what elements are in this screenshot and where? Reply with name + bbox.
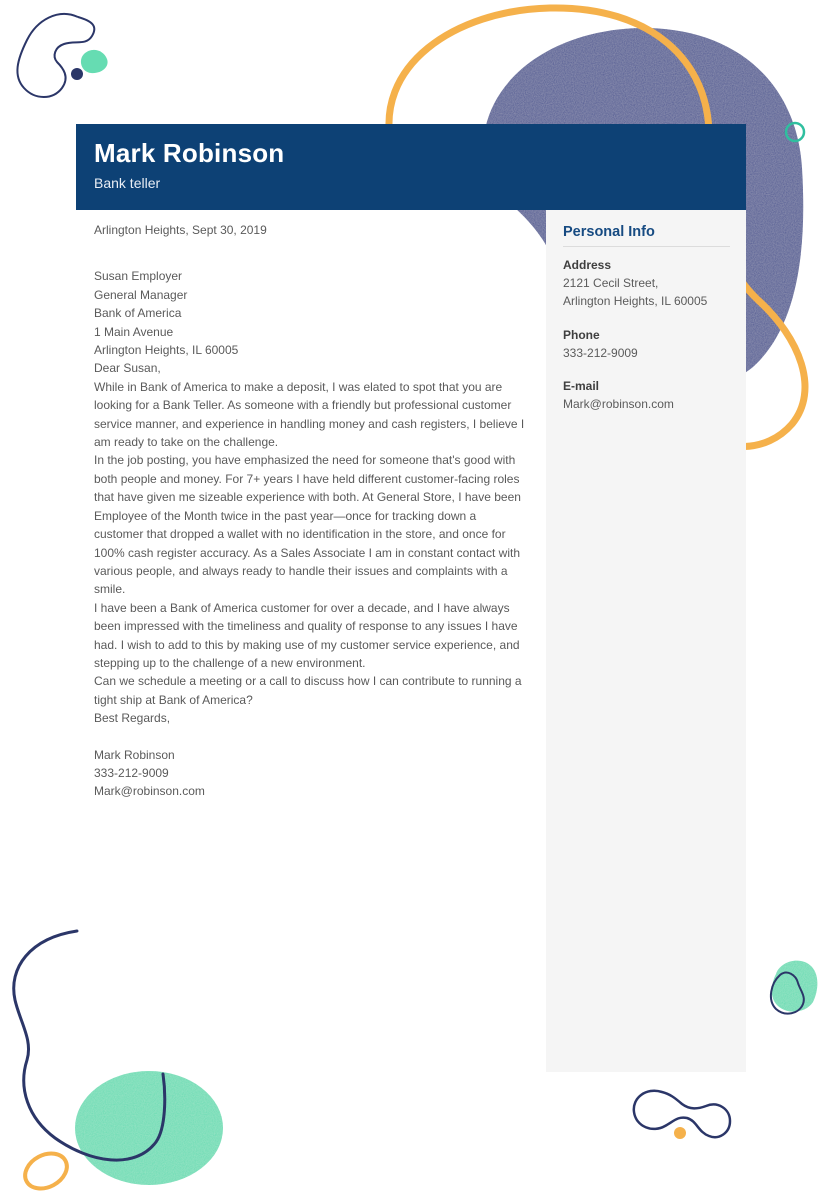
recipient-street: 1 Main Avenue — [94, 324, 174, 339]
signature-email: Mark@robinson.com — [94, 784, 205, 799]
address-line-2: Arlington Heights, IL 60005 — [563, 294, 708, 309]
phone-value: 333-212-9009 — [563, 345, 638, 360]
email-value: Mark@robinson.com — [563, 397, 674, 412]
yellow-oval-bottom-left-icon — [19, 1147, 73, 1196]
candidate-name: Mark Robinson — [94, 138, 285, 168]
recipient-name: Susan Employer — [94, 269, 183, 284]
address-line-1: 2121 Cecil Street, — [563, 276, 659, 290]
phone-label: Phone — [563, 327, 600, 342]
signature-phone: 333-212-9009 — [94, 765, 169, 780]
letter-paragraph-3: I have been a Bank of America customer for over a decade, and I have always been impressed with the timeliness and quality of response to any issues I have had. I wish to add to this by making use of my customer service experience, and stepping up to the challenge of a new environment. — [94, 600, 520, 670]
letter-paragraph-1: While in Bank of America to make a deposit, I was elated to spot that you are looking for a Bank Teller. As someone with a friendly but professional customer service manner, and experience in handling money and cash registers, I believe I am ready to take on the challenge. — [94, 379, 525, 450]
recipient-city: Arlington Heights, IL 60005 — [94, 343, 239, 358]
letter-paragraph-4: Can we schedule a meeting or a call to discuss how I can contribute to running a tight ship at Bank of America? — [94, 674, 522, 707]
recipient-block — [94, 267, 526, 359]
email-label: E-mail — [563, 379, 600, 394]
letter-date: Arlington Heights, Sept 30, 2019 — [94, 223, 267, 237]
candidate-job-title: Bank teller — [94, 174, 161, 191]
salutation: Dear Susan, — [94, 361, 161, 376]
address-label: Address — [563, 258, 612, 272]
letter-body — [94, 221, 526, 801]
recipient-title: General Manager — [94, 287, 188, 302]
header-band — [76, 124, 746, 210]
teal-grain-circle-bottom-left-icon — [75, 1071, 223, 1185]
recipient-company: Bank of America — [94, 306, 182, 321]
signature-name: Mark Robinson — [94, 747, 175, 762]
sidebar-heading: Personal Info — [563, 224, 730, 247]
personal-info-sidebar — [546, 210, 746, 1072]
signature-block — [94, 746, 526, 801]
yellow-dot-bottom-right-icon — [674, 1127, 686, 1139]
closing: Best Regards, — [94, 711, 171, 726]
navy-dot-top-left-icon — [71, 68, 83, 80]
letter-paragraph-2: In the job posting, you have emphasized the need for someone that's good with both people and money. For 7+ years I have held different customer-facing roles that have given me sizeable experience with both. At General Store, I have been Employee of the Month twice in the past year—once for tracking down a customer that dropped a wallet with no identification in the store, and once for 100% cash register accuracy. As a Sales Associate I am in constant contact with various people, and always ready to handle their issues and complaints with a smile. — [94, 453, 521, 597]
teal-blob-bottom-right-icon — [772, 961, 818, 1012]
teal-blob-top-left-icon — [81, 50, 108, 73]
